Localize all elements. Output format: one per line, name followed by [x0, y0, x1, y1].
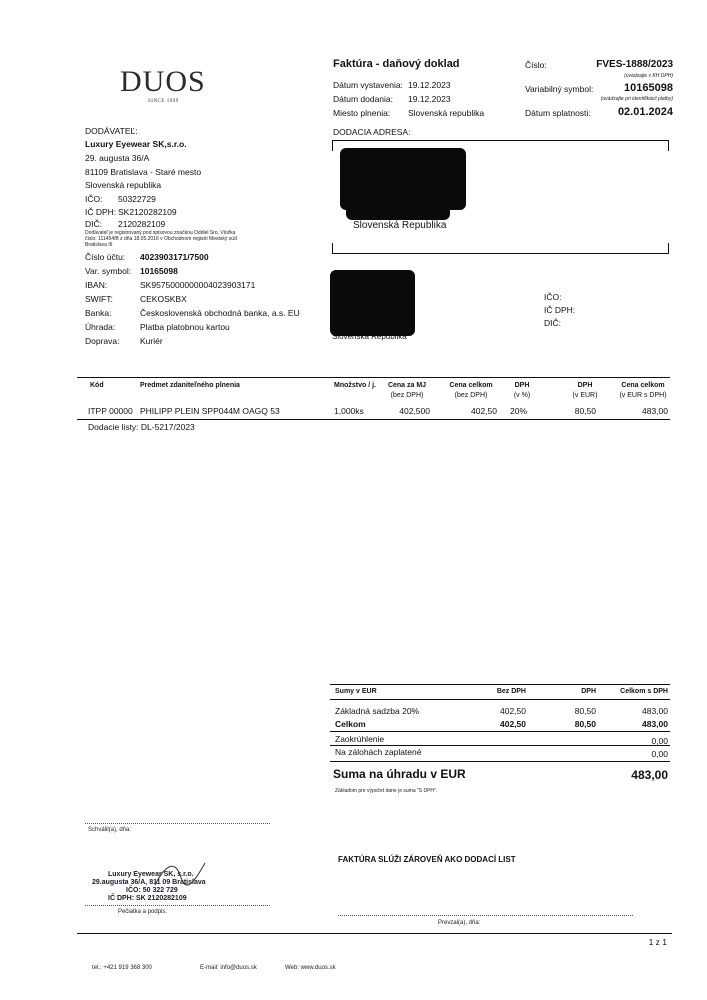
- sum-rate-vat: 80,50: [574, 706, 596, 716]
- customer-dic-label: DIČ:: [544, 318, 561, 328]
- col-unit-price-1: Cena za MJ: [387, 382, 427, 389]
- registry-note-2: číslo: 111454/B z dňa 18.05.2016 v Obchodnom registri Mestský súd: [85, 236, 237, 242]
- varsym-label: Var. symbol:: [85, 266, 132, 276]
- advance-value: 0,00: [651, 749, 668, 759]
- transport-label: Doprava:: [85, 336, 120, 346]
- invoice-number-note: (uvádzajte v KH DPH): [624, 73, 673, 79]
- customer-ico-label: IČO:: [544, 292, 562, 302]
- rounding-value: 0,00: [651, 736, 668, 746]
- row-total: 402,50: [471, 406, 497, 416]
- delivery-address-heading: DODACIA ADRESA:: [333, 127, 411, 137]
- invoice-title: Faktúra - daňový doklad: [333, 58, 460, 70]
- account-value: 4023903171/7500: [140, 252, 209, 262]
- bank-label: Banka:: [85, 308, 112, 318]
- stamp-label: Pečiatka a podpis:: [118, 909, 168, 915]
- redacted-address-2: [346, 196, 450, 220]
- sum-total-total: 483,00: [642, 719, 668, 729]
- footer-email: E-mail: info@duos.sk: [200, 965, 257, 971]
- rounding-label: Zaokrúhlenie: [335, 734, 385, 744]
- redacted-customer: [330, 270, 415, 336]
- invoice-number-label: Číslo:: [525, 60, 547, 70]
- sum-rate-total: 483,00: [642, 706, 668, 716]
- row-vat-rate: 20%: [510, 406, 528, 416]
- payment-method-label: Úhrada:: [85, 322, 116, 332]
- logo-since: SINCE 1999: [148, 99, 179, 104]
- col-code: Kód: [90, 382, 104, 389]
- col-total-vat-2: (v EUR s DPH): [619, 392, 667, 399]
- supplier-heading: DODÁVATEĽ:: [85, 126, 138, 136]
- swift-value: CEKOSKBX: [140, 294, 187, 304]
- varsym-value: 10165098: [140, 266, 178, 276]
- customer-country: Slovenská Republika: [332, 332, 407, 341]
- place-value: Slovenská republika: [408, 108, 485, 118]
- stamp-line-1: Luxury Eyewear SK, s.r.o.: [108, 871, 194, 878]
- row-vat: 80,50: [574, 406, 596, 416]
- delivery-date-label: Dátum dodania:: [333, 94, 394, 104]
- supplier-city: 81109 Bratislava - Staré mesto: [85, 167, 202, 177]
- supplier-dic-label: DIČ:: [85, 219, 102, 229]
- delivery-country: Slovenská Republika: [353, 220, 447, 231]
- place-label: Miesto plnenia:: [333, 108, 391, 118]
- supplier-ico: 50322729: [118, 194, 156, 204]
- col-unit-price-2: (bez DPH): [390, 392, 424, 399]
- supplier-dic: 2120282109: [118, 219, 166, 229]
- due-date: 02.01.2024: [617, 106, 673, 118]
- col-total-2: (bez DPH): [454, 392, 488, 399]
- sum-h-total: Celkom s DPH: [620, 688, 668, 695]
- company-logo: DUOS: [120, 65, 206, 98]
- swift-label: SWIFT:: [85, 294, 113, 304]
- amount-due-note: Základom pre výpočet dane je suma "S DPH".: [335, 788, 438, 794]
- sum-h-base: Bez DPH: [496, 688, 526, 695]
- supplier-country: Slovenská republika: [85, 180, 162, 190]
- amount-due-value: 483,00: [631, 768, 668, 782]
- stamp-line-2: 29.augusta 36/A, 811 09 Bratislava: [92, 879, 206, 886]
- registry-note-1: Dodávateľ je registrovaný pod spisovou značkou Oddiel Sro, Vložka: [85, 230, 236, 236]
- supplier-ico-label: IČO:: [85, 194, 103, 204]
- row-unit-price: 402,500: [399, 406, 430, 416]
- supplier-icdph: SK2120282109: [118, 207, 177, 217]
- supplier-icdph-label: IČ DPH:: [85, 207, 117, 217]
- bank-value: Československá obchodná banka, a.s. EU: [140, 308, 300, 318]
- col-qty: Množstvo / j.: [334, 382, 376, 389]
- advance-label: Na zálohách zaplatené: [335, 747, 422, 757]
- registry-note-3: Bratislava III: [85, 242, 113, 248]
- col-subject: Predmet zdaniteľného plnenia: [140, 382, 240, 389]
- row-code: ITPP 00000: [88, 406, 133, 416]
- invoice-number: FVES-1888/2023: [596, 59, 673, 70]
- sum-rate-base: 402,50: [500, 706, 526, 716]
- amount-due-label: Suma na úhradu v EUR: [333, 767, 466, 781]
- approved-label: Schválil(a), dňa:: [88, 827, 132, 833]
- col-total-vat-1: Cena celkom: [621, 382, 665, 389]
- sum-total-base: 402,50: [500, 719, 526, 729]
- page-number: 1 z 1: [648, 937, 667, 947]
- issue-date: 19.12.2023: [408, 80, 451, 90]
- iban-label: IBAN:: [85, 280, 108, 290]
- transport-value: Kuriér: [140, 336, 163, 346]
- variable-symbol: 10165098: [624, 82, 673, 94]
- iban-value: SK9575000000004023903171: [140, 280, 256, 290]
- row-qty: 1,000ks: [334, 406, 364, 416]
- variable-symbol-label: Variabilný symbol:: [525, 84, 594, 94]
- due-date-label: Dátum splatnosti:: [525, 108, 591, 118]
- payment-method-value: Platba platobnou kartou: [140, 322, 230, 332]
- footer-web: Web: www.duos.sk: [285, 965, 336, 971]
- sum-h-vat: DPH: [581, 688, 596, 695]
- col-total-1: Cena celkom: [449, 382, 493, 389]
- col-vat-rate-1: DPH: [514, 382, 530, 389]
- col-vat-2: (v EUR): [572, 392, 598, 399]
- variable-symbol-note: (uvádzajte pri identifikácii platby): [600, 96, 673, 102]
- col-vat-1: DPH: [577, 382, 593, 389]
- stamp-line-3: IČO: 50 322 729: [126, 887, 178, 894]
- issue-date-label: Dátum vystavenia:: [333, 80, 403, 90]
- col-vat-rate-2: (v %): [513, 392, 531, 399]
- customer-icdph-label: IČ DPH:: [544, 305, 576, 315]
- footer-tel: tel.: +421 919 368 300: [92, 965, 152, 971]
- received-label: Prevzal(a), dňa:: [438, 920, 481, 926]
- delivery-notes: Dodacie listy: DL-5217/2023: [88, 422, 195, 432]
- delivery-note-text: FAKTÚRA SLÚŽI ZÁROVEŇ AKO DODACÍ LIST: [338, 855, 516, 864]
- sum-total-label: Celkom: [335, 719, 366, 729]
- stamp-line-4: IČ DPH: SK 2120282109: [108, 895, 187, 902]
- signature-icon: [150, 855, 210, 895]
- row-subject: PHILIPP PLEIN SPP044M OAGQ 53: [140, 406, 280, 416]
- row-total-vat: 483,00: [642, 406, 668, 416]
- sum-total-vat: 80,50: [574, 719, 596, 729]
- sum-h-label: Sumy v EUR: [335, 688, 377, 695]
- supplier-name: Luxury Eyewear SK,s.r.o.: [85, 139, 187, 149]
- account-label: Číslo účtu:: [85, 252, 126, 262]
- delivery-date: 19.12.2023: [408, 94, 451, 104]
- supplier-street: 29. augusta 36/A: [85, 153, 150, 163]
- sum-rate-label: Základná sadzba 20%: [335, 706, 420, 716]
